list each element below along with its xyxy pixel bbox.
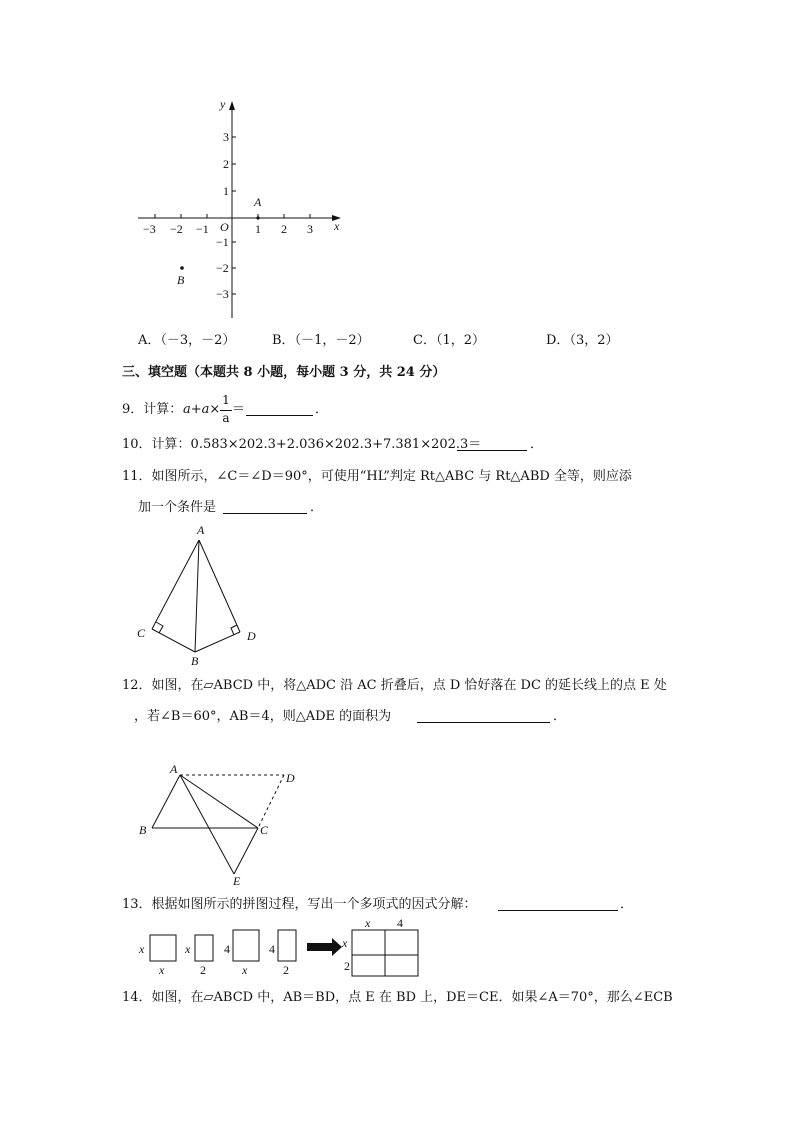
- y-tick-label: −2: [216, 261, 229, 275]
- section-title: 三、填空题（本题共 8 小题，每小题 3 分，共 24 分）: [122, 365, 446, 380]
- q11-answer-blank[interactable]: [223, 501, 307, 514]
- option-d: D．（3，2）: [546, 333, 619, 348]
- q13-end: ．: [620, 897, 634, 912]
- fig4-label-x: x: [159, 963, 165, 977]
- fig3-label-a: A: [170, 762, 178, 776]
- q10-answer-blank[interactable]: [457, 438, 527, 451]
- y-axis-label: y: [220, 97, 226, 111]
- tile-4-by-2: [278, 930, 296, 961]
- tile-4-by-x: [233, 930, 259, 961]
- x-axis-label: x: [334, 219, 340, 233]
- q12-line2: ，若∠B＝60°，AB＝4，则△ADE 的面积为: [134, 709, 392, 724]
- q13-answer-blank[interactable]: [498, 898, 618, 911]
- fig4-label-x: x: [242, 963, 248, 977]
- y-tick-label: −3: [216, 287, 229, 301]
- tile-x-by-2: [195, 935, 213, 961]
- q12-answer-blank[interactable]: [417, 710, 550, 723]
- fig2-label-c: C: [137, 626, 146, 640]
- y-axis-arrow: [229, 101, 235, 110]
- origin-label: O: [220, 220, 229, 234]
- y-tick-label: 2: [223, 157, 229, 171]
- fig2-label-d: D: [247, 629, 256, 643]
- x-tick-label: 3: [307, 222, 313, 236]
- triangles-figure: [152, 540, 240, 652]
- right-arrow-icon: [307, 938, 342, 956]
- fig3-label-d: D: [286, 771, 295, 785]
- y-tick-label: −1: [216, 235, 229, 249]
- fig4-label-x: x: [139, 942, 145, 956]
- q9-fraction-numerator: 1: [222, 393, 230, 407]
- point-a: [256, 216, 259, 219]
- x-tick-label: 1: [255, 222, 261, 236]
- x-tick-label: 2: [281, 222, 287, 236]
- q9-answer-blank[interactable]: [246, 403, 313, 416]
- fig4-label-4: 4: [224, 942, 230, 956]
- fig2-label-a: A: [197, 523, 205, 537]
- q11-line2: 加一个条件是: [138, 500, 217, 515]
- y-tick-label: 1: [223, 184, 229, 198]
- q9-equals: ＝: [232, 402, 246, 417]
- fig4-label-4: 4: [397, 916, 403, 930]
- fig4-label-x: x: [185, 942, 191, 956]
- fig4-label-2: 2: [200, 963, 206, 977]
- fig4-label-2: 2: [283, 963, 289, 977]
- x-tick-label: −1: [196, 222, 209, 236]
- y-tick-label: 3: [223, 130, 229, 144]
- q13-text: 13．根据如图所示的拼图过程，写出一个多项式的因式分解：: [122, 897, 477, 912]
- q10-text: 10．计算：0.583×202.3+2.036×202.3+7.381×202.3＝: [122, 437, 482, 452]
- option-c: C．（1，2）: [413, 333, 485, 348]
- x-tick-label: −3: [143, 222, 156, 236]
- y-ticks: [232, 137, 236, 294]
- point-b: [180, 266, 184, 270]
- q9-end: ．: [315, 402, 329, 417]
- fig3-label-b: B: [139, 823, 147, 837]
- option-b: B．（－1，－2）: [272, 333, 370, 348]
- q9-prefix: 9．计算：: [122, 402, 183, 417]
- option-a: A．（－3，－2）: [138, 333, 236, 348]
- q9-expr: a+a×: [183, 402, 221, 417]
- fig4-label-2: 2: [344, 959, 350, 973]
- fig3-label-c: C: [260, 823, 269, 837]
- fig4-label-x: x: [365, 916, 371, 930]
- q12-end: ．: [553, 709, 567, 724]
- point-a-label: A: [254, 195, 262, 209]
- point-b-label: B: [177, 273, 185, 287]
- fig4-label-x: x: [342, 936, 348, 950]
- q11-end: ．: [310, 500, 324, 515]
- question-14: 14．如图，在▱ABCD 中，AB＝BD，点 E 在 BD 上，DE＝CE．如果∠A＝70°，那么∠ECB: [122, 990, 673, 1005]
- x-tick-label: −2: [170, 222, 183, 236]
- fig4-label-4: 4: [269, 942, 275, 956]
- fig3-label-e: E: [233, 874, 241, 888]
- q10-end: ．: [530, 437, 544, 452]
- q11-line1: 11．如图所示，∠C＝∠D＝90°，可使用“HL”判定 Rt△ABC 与 Rt△ABD 全等，则应添: [122, 469, 632, 484]
- fig2-label-b: B: [191, 654, 199, 668]
- q9-fraction-denominator: a: [222, 411, 230, 425]
- q12-line1: 12．如图，在▱ABCD 中，将△ADC 沿 AC 折叠后，点 D 恰好落在 DC 的延长线上的点 E 处: [122, 678, 667, 693]
- tile-x-by-x: [150, 935, 176, 961]
